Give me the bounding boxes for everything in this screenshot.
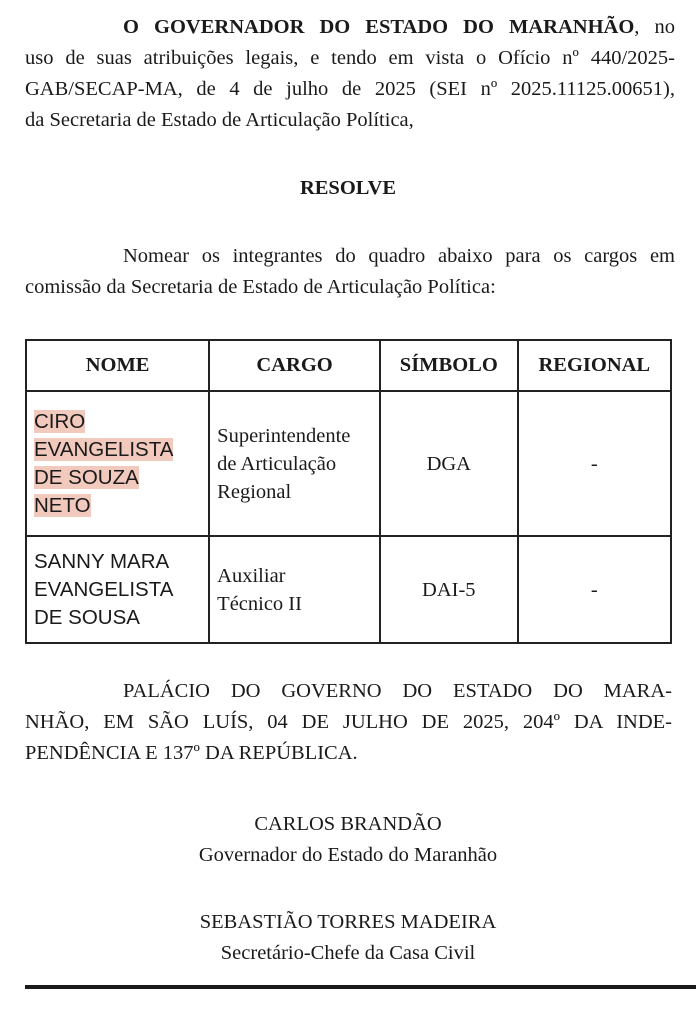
closing-line-3: PENDÊNCIA E 137º DA REPÚBLICA. [25,742,358,764]
nome-cell [26,536,209,643]
name-line: SANNY MARA [34,549,170,573]
header-simbolo: SÍMBOLO [380,340,518,391]
simbolo-cell: DGA [380,391,518,536]
cargo-line: de Articulação [217,452,337,475]
governor-heading: O GOVERNADOR DO ESTADO DO MARANHÃO [123,16,635,38]
resolve-heading: RESOLVE [299,177,397,199]
header-cargo: CARGO [209,340,380,391]
header-nome: NOME [26,340,209,391]
name-line: DE SOUSA [34,605,140,629]
cargo-cell [209,391,380,536]
signature-governor [0,809,696,871]
highlighted-name-line: EVANGELISTA [34,437,174,461]
highlighted-name-line: CIRO [34,409,86,433]
nomination-paragraph [25,241,675,303]
cargo-line: Regional [217,480,292,503]
signer-name: CARLOS BRANDÃO [254,813,442,835]
preamble-line-4: da Secretaria de Estado de Articulação Política, [25,109,414,131]
closing-line-1: PALÁCIO DO GOVERNO DO ESTADO DO MARA- [123,680,672,702]
cargo-line: Auxiliar [217,564,286,587]
nomination-line-1: Nomear os integrantes do quadro abaixo para os cargos em [123,245,675,267]
closing-line-2: NHÃO, EM SÃO LUÍS, 04 DE JULHO DE 2025, 204º DA INDE- [25,711,672,733]
regional-cell: - [518,536,671,643]
name-line: EVANGELISTA [34,577,174,601]
signature-secretary [0,907,696,969]
table-row [26,536,671,643]
regional-cell: - [518,391,671,536]
header-regional: REGIONAL [518,340,671,391]
nomination-table [25,339,672,644]
table-row [26,391,671,536]
signer-name: SEBASTIÃO TORRES MADEIRA [199,911,497,933]
cargo-line: Superintendente [217,424,351,447]
preamble-line-1: O GOVERNADOR DO ESTADO DO MARANHÃO, no [123,16,675,38]
preamble [25,12,675,136]
preamble-line-2: uso de suas atribuições legais, e tendo em vista o Ofício nº 440/2025- [25,47,675,69]
nome-cell [26,391,209,536]
cargo-cell [209,536,380,643]
table-header-row [26,340,671,391]
highlighted-name-line: DE SOUZA [34,465,139,489]
bottom-rule [25,985,696,989]
simbolo-cell: DAI-5 [380,536,518,643]
closing-paragraph [25,676,672,769]
nomination-line-2: comissão da Secretaria de Estado de Articulação Política: [25,276,496,298]
signer-title: Secretário-Chefe da Casa Civil [220,942,476,964]
cargo-line: Técnico II [217,592,302,615]
signer-title: Governador do Estado do Maranhão [198,844,498,866]
preamble-line-3: GAB/SECAP-MA, de 4 de julho de 2025 (SEI nº 2025.11125.00651), [25,78,675,100]
highlighted-name-line: NETO [34,493,91,517]
